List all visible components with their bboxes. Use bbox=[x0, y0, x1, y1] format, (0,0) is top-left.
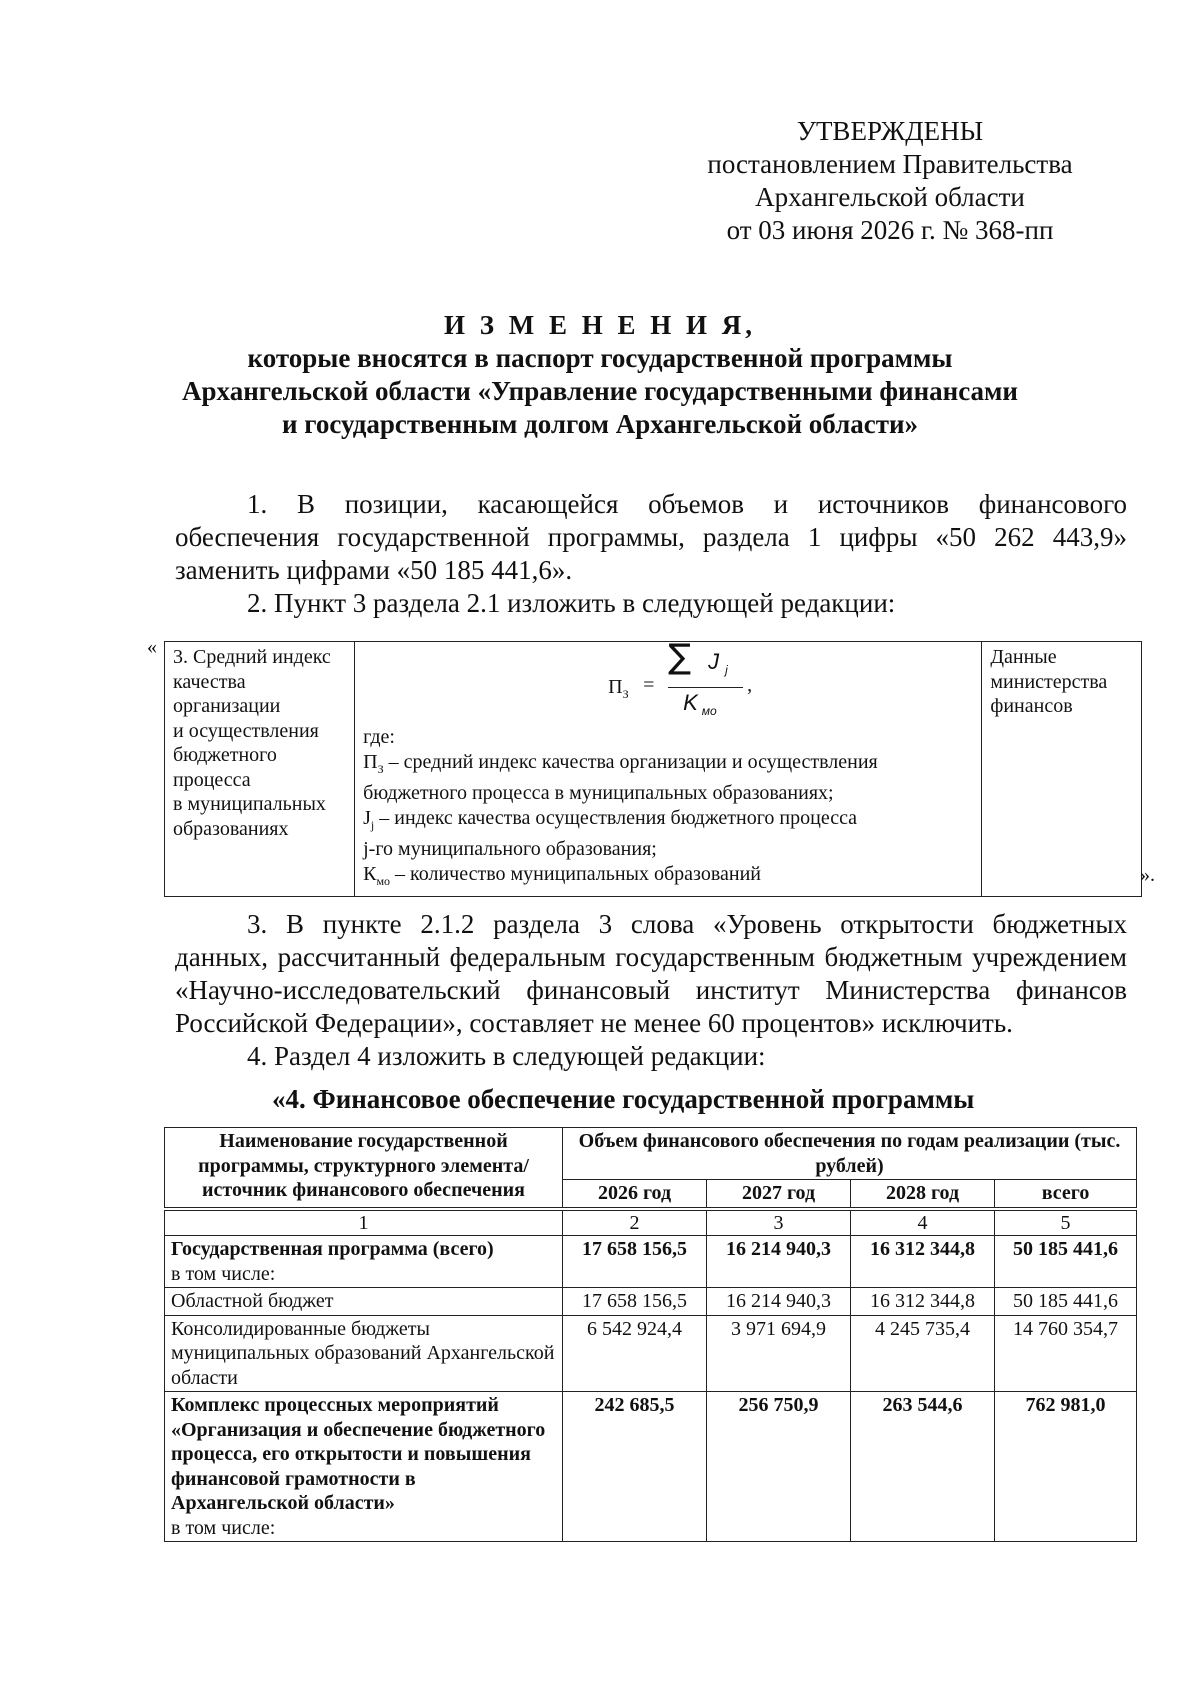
formula-table bbox=[164, 637, 1142, 897]
name-line: 3. Средний индекс bbox=[173, 646, 331, 668]
value-cell: 3 971 694,9 bbox=[707, 1315, 851, 1392]
formula-numerator: J $_j$ bbox=[708, 649, 728, 678]
name-line: бюджетного bbox=[173, 744, 277, 766]
value-cell: 242 685,5 bbox=[563, 1392, 707, 1542]
section4-title: «4. Финансовое обеспечение государственной программы bbox=[272, 1084, 975, 1114]
definition-1-cont: бюджетного процесса в муниципальных образованиях; bbox=[363, 782, 834, 804]
column-index: 4 bbox=[851, 1210, 995, 1236]
source-line: Данные bbox=[990, 646, 1057, 668]
value-cell: 50 185 441,6 bbox=[995, 1288, 1137, 1316]
value-cell: 256 750,9 bbox=[707, 1392, 851, 1542]
quote-open: « bbox=[147, 636, 157, 658]
value-cell: 50 185 441,6 bbox=[995, 1236, 1137, 1288]
item4-text: 4. Раздел 4 изложить в следующей редакции: bbox=[247, 1041, 766, 1071]
header-name: Наименование государственной программы, структурного элемента/ источник финансового обеспечения bbox=[165, 1128, 563, 1208]
row-name: Областной бюджет bbox=[165, 1288, 563, 1316]
name-line: в муниципальных bbox=[173, 793, 326, 815]
program-name: Государственная программа (всего) bbox=[171, 1238, 494, 1260]
column-index: 2 bbox=[563, 1210, 707, 1236]
name-line: качества bbox=[173, 670, 246, 693]
where-label: где: bbox=[363, 726, 395, 748]
source-line: министерства bbox=[990, 670, 1108, 693]
table-row bbox=[165, 1392, 1137, 1542]
value-cell: 17 658 156,5 bbox=[563, 1236, 707, 1288]
title-line: которые вносятся в паспорт государственной программы bbox=[247, 343, 953, 373]
definition-1: $П_З$ – средний индекс качества организации и осуществления bbox=[363, 750, 878, 776]
formula-cell bbox=[355, 637, 982, 897]
quote-close: ». bbox=[1140, 864, 1155, 886]
formula-comma: , bbox=[747, 674, 753, 696]
value-cell: 16 214 940,3 bbox=[707, 1236, 851, 1288]
title-line: Архангельской области «Управление государственными финансами bbox=[182, 376, 1018, 406]
indicator-name-cell bbox=[165, 642, 355, 897]
approval-heading: УТВЕРЖДЕНЫ bbox=[796, 116, 984, 146]
title-line: и государственным долгом Архангельской области» bbox=[281, 409, 919, 439]
table-row bbox=[165, 1236, 1137, 1288]
year-header: 2026 год bbox=[563, 1180, 707, 1208]
column-index: 5 bbox=[995, 1210, 1137, 1236]
document-title bbox=[150, 309, 1050, 441]
year-header: 2028 год bbox=[851, 1180, 995, 1208]
year-header: 2027 год bbox=[707, 1180, 851, 1208]
item3-line2: данных, рассчитанный федеральным государственным бюджетным учреждением bbox=[175, 942, 1127, 972]
value-cell: 263 544,6 bbox=[851, 1392, 995, 1542]
table-row bbox=[165, 1288, 1137, 1316]
total-header: всего bbox=[995, 1180, 1137, 1208]
definition-3: $К_{мо}$ – количество муниципальных образований bbox=[363, 862, 761, 888]
column-index: 1 bbox=[165, 1210, 563, 1236]
item1-line3: заменить цифрами «50 185 441,6». bbox=[175, 555, 573, 585]
value-cell: 6 542 924,4 bbox=[563, 1315, 707, 1392]
name-line: процесса bbox=[173, 768, 251, 791]
item3-line3: «Научно-исследовательский финансовый институт Министерства финансов bbox=[175, 975, 1127, 1005]
row-name bbox=[165, 1236, 563, 1288]
item3-line4: Российской Федерации», составляет не менее 60 процентов» исключить. bbox=[175, 1008, 1013, 1038]
name-line: образованиях bbox=[173, 817, 289, 840]
name-line: и осуществления bbox=[173, 719, 319, 742]
formula-denominator: K $_{мо}$ bbox=[683, 690, 717, 719]
name-line: организации bbox=[173, 695, 281, 717]
approval-block bbox=[700, 115, 1080, 247]
item1-line1: 1. В позиции, касающейся объемов и источников финансового bbox=[247, 489, 1127, 519]
value-cell: 16 312 344,8 bbox=[851, 1236, 995, 1288]
fraction-bar bbox=[668, 687, 743, 688]
row-name: Консолидированные бюджеты муниципальных образований Архангельской области bbox=[165, 1315, 563, 1392]
including-label: в том числе: bbox=[171, 1516, 276, 1539]
formula bbox=[363, 637, 973, 725]
source-line: финансов bbox=[990, 695, 1073, 717]
column-index: 3 bbox=[707, 1210, 851, 1236]
value-cell: 17 658 156,5 bbox=[563, 1288, 707, 1316]
table-row bbox=[165, 1315, 1137, 1392]
definition-2: $J_j$ – индекс качества осуществления бюджетного процесса bbox=[363, 806, 858, 832]
including-label: в том числе: bbox=[171, 1262, 276, 1285]
value-cell: 4 245 735,4 bbox=[851, 1315, 995, 1392]
definition-2-cont: j-го муниципального образования; bbox=[363, 838, 657, 860]
finance-table bbox=[164, 1127, 1137, 1542]
approval-line: постановлением Правительства bbox=[707, 149, 1073, 179]
title-heading: И З М Е Н Е Н И Я, bbox=[443, 310, 756, 340]
value-cell: 762 981,0 bbox=[995, 1392, 1137, 1542]
approval-line: Архангельской области bbox=[755, 182, 1025, 212]
value-cell: 14 760 354,7 bbox=[995, 1315, 1137, 1392]
formula-lhs: $П_З$ bbox=[608, 676, 629, 701]
complex-name: Комплекс процессных мероприятий «Организация и обеспечение бюджетного процесса, его открытости и повышения финансовой грамотности в Архангельской области» bbox=[171, 1394, 546, 1514]
item3-line1: 3. В пункте 2.1.2 раздела 3 слова «Уровень открытости бюджетных bbox=[247, 909, 1127, 939]
source-cell bbox=[982, 642, 1142, 897]
value-cell: 16 214 940,3 bbox=[707, 1288, 851, 1316]
formula-equals: = bbox=[643, 674, 655, 696]
row-name bbox=[165, 1392, 563, 1542]
item1-line2: обеспечения государственной программы, раздела 1 цифры «50 262 443,9» bbox=[175, 522, 1127, 552]
sum-symbol: ∑ bbox=[668, 637, 692, 677]
approval-date: от 03 июня 2026 г. № 368-пп bbox=[726, 215, 1054, 245]
value-cell: 16 312 344,8 bbox=[851, 1288, 995, 1316]
item2-text: 2. Пункт 3 раздела 2.1 изложить в следующей редакции: bbox=[247, 588, 896, 618]
header-volume: Объем финансового обеспечения по годам реализации (тыс. рублей) bbox=[563, 1128, 1137, 1180]
